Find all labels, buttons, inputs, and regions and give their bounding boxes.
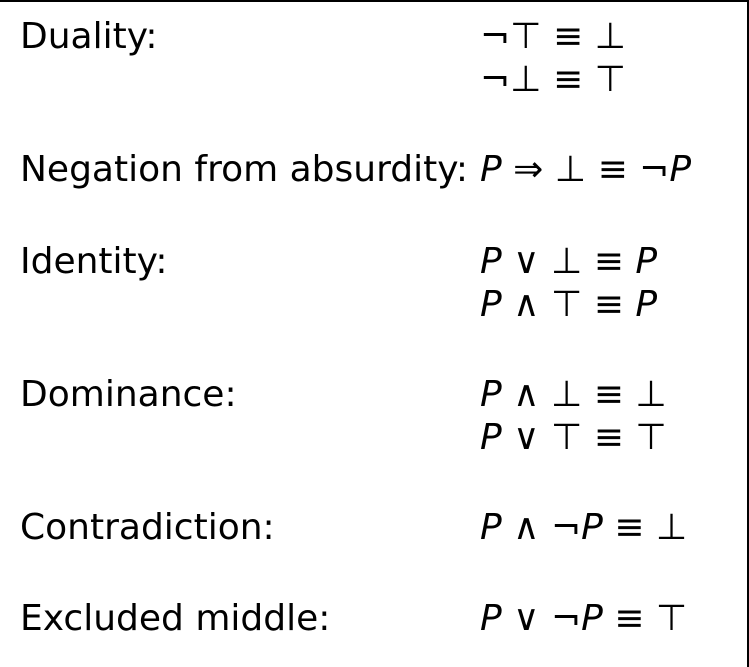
variable-p: P xyxy=(480,417,502,458)
variable-p: P xyxy=(635,284,658,325)
variable-p: P xyxy=(480,374,502,415)
formula-excluded-middle xyxy=(480,597,687,641)
variable-p: P xyxy=(581,598,603,639)
formula-part: ∨ ¬ xyxy=(501,598,582,639)
variable-p: P xyxy=(480,241,502,282)
formula-part: ∨ ⊥ ≡ xyxy=(501,241,636,282)
law-name-negation-from-absurdity: Negation from absurdity: xyxy=(20,149,469,190)
formula-identity-1 xyxy=(480,240,657,284)
law-name-excluded-middle: Excluded middle: xyxy=(20,598,331,639)
variable-p: P xyxy=(635,241,658,282)
formula-negation-from-absurdity xyxy=(480,148,691,192)
variable-p: P xyxy=(669,149,692,190)
formula-part: ⇒ ⊥ ≡ ¬ xyxy=(501,149,670,190)
formula-part: ∧ ¬ xyxy=(501,507,582,548)
variable-p: P xyxy=(480,598,502,639)
variable-p: P xyxy=(480,149,502,190)
variable-p: P xyxy=(480,284,502,325)
formula-duality-2 xyxy=(480,58,626,102)
law-name-identity: Identity: xyxy=(20,241,168,282)
formula-dominance-1 xyxy=(480,373,667,417)
variable-p: P xyxy=(480,507,502,548)
formula-part: ∧ ⊤ ≡ xyxy=(501,284,636,325)
formula-part: ¬⊤ ≡ ⊥ xyxy=(480,16,626,57)
formula-part: ∨ ⊤ ≡ ⊤ xyxy=(501,417,667,458)
formula-part: ≡ ⊥ xyxy=(602,507,688,548)
formula-part: ∧ ⊥ ≡ ⊥ xyxy=(501,374,667,415)
variable-p: P xyxy=(581,507,603,548)
formula-contradiction xyxy=(480,506,687,550)
law-name-dominance: Dominance: xyxy=(20,374,237,415)
formula-duality-1 xyxy=(480,15,626,59)
formula-dominance-2 xyxy=(480,416,667,460)
formula-part: ≡ ⊤ xyxy=(602,598,688,639)
formula-part: ¬⊥ ≡ ⊤ xyxy=(480,59,626,100)
formula-identity-2 xyxy=(480,283,657,327)
law-name-duality: Duality: xyxy=(20,16,158,57)
top-border xyxy=(0,0,749,2)
law-name-contradiction: Contradiction: xyxy=(20,507,275,548)
